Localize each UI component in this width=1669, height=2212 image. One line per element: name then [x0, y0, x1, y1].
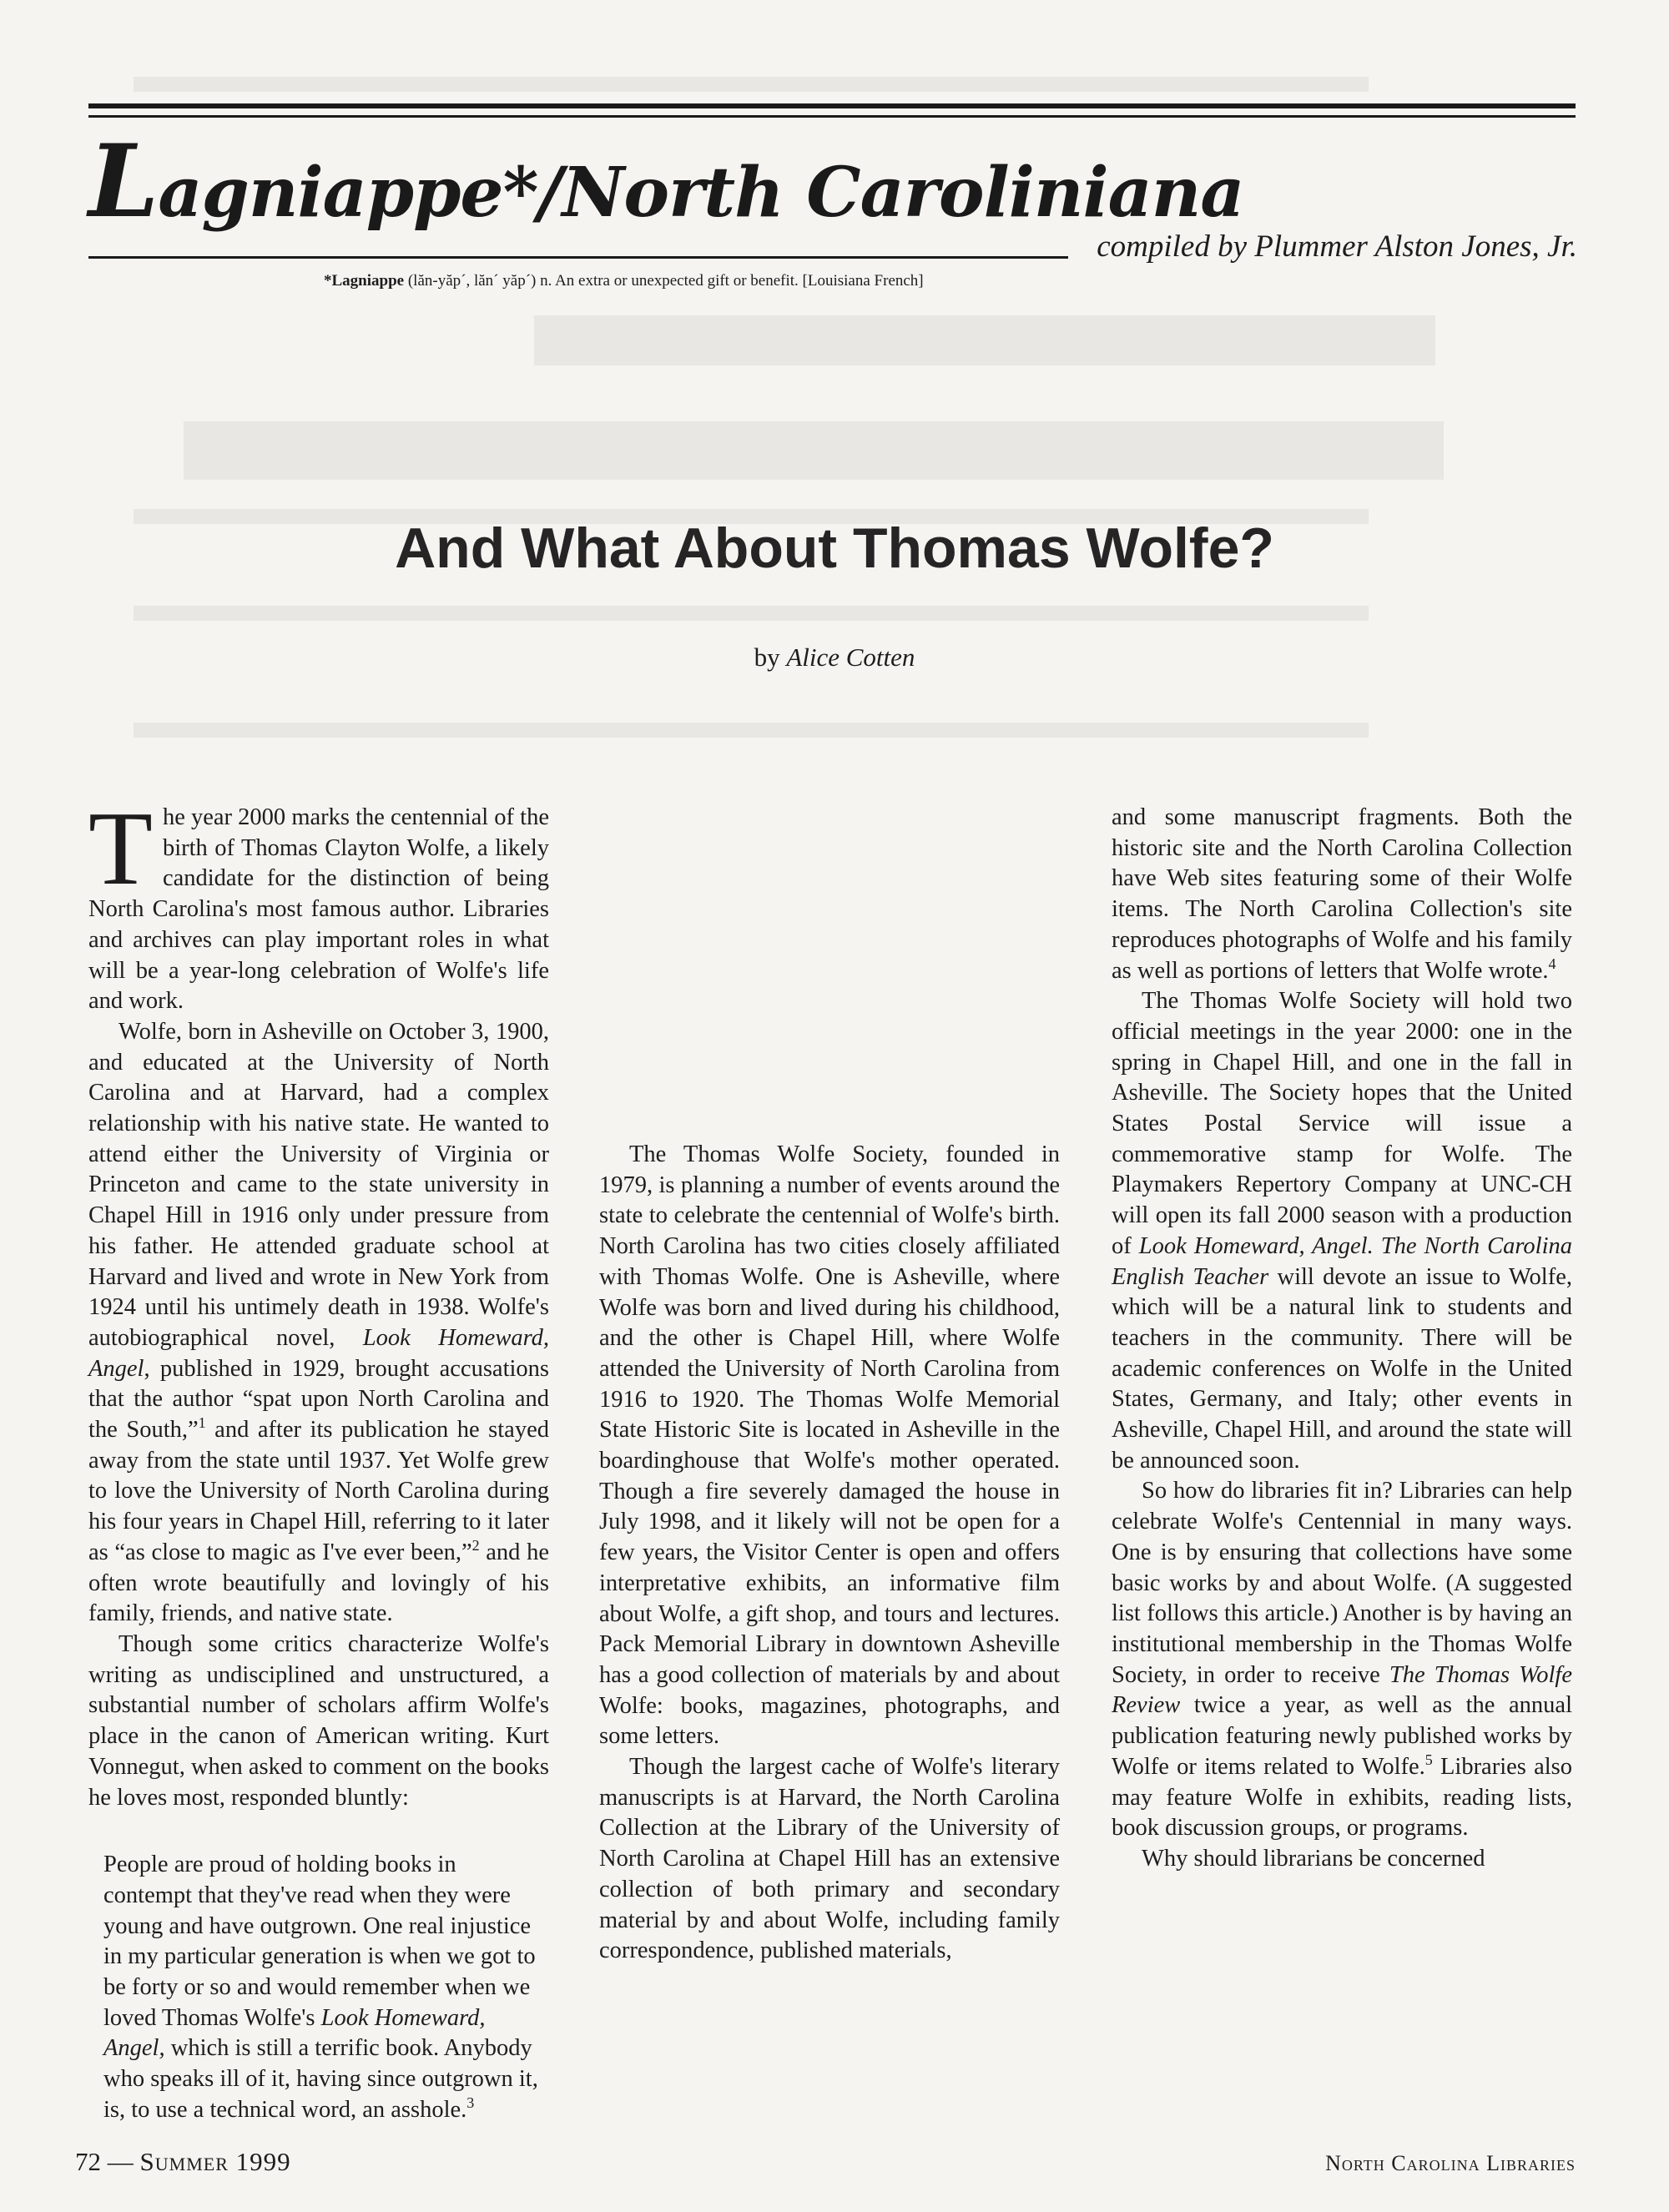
paragraph-8: Why should librarians be concerned	[1142, 1845, 1485, 1872]
paragraph-3: Though some critics characterize Wolfe's writing as undisciplined and unstructured, a substantial number of scholars affirm Wolfe's place in the canon of American writing. Kurt Vonnegut, when asked to comment on the books he loves most, responded bluntly:	[88, 1630, 549, 1811]
section-masthead	[88, 123, 1244, 240]
byline-prefix: by	[754, 642, 787, 672]
quote-text-b: which is still a terrific book. Anybody who speaks ill of it, having since outgrown it, is, to use a technical word, an asshole.	[103, 2035, 538, 2123]
paragraph-2-text-c: and after its publication he stayed away from the state until 1937. Yet Wolfe grew to love the University of North Carolina during his four years in Chapel Hill, referring to it later as “as close to magic as I've ever been,”	[88, 1417, 549, 1565]
section-title	[88, 123, 1244, 240]
paragraph-1	[88, 791, 549, 1017]
footer-dash: —	[101, 2147, 140, 2176]
paragraph-7-text-a: So how do libraries fit in? Libraries can help celebrate Wolfe's Centennial in many ways. One is by ensuring that collections have some basic works by and about Wolfe. (A suggested list follows this article.) Another is by having an institutional membership in the Thomas Wolfe Society, in order to receive	[1112, 1478, 1572, 1688]
footnote-ref-2: 2	[471, 1536, 480, 1554]
paragraph-2	[88, 1017, 549, 1630]
text-column-3	[1112, 803, 1572, 1875]
issue-date: Summer 1999	[139, 2147, 291, 2176]
definition-term: *Lagniappe	[324, 272, 405, 290]
paragraph-6	[1112, 986, 1572, 1476]
footnote-ref-3: 3	[466, 2094, 475, 2111]
journal-title: The North Carolina English Teacher	[1112, 1232, 1572, 1290]
paragraph-7-text-b: twice a year, as well as the annual publication featuring newly published works by Wolfe or items related to Wolfe.	[1112, 1692, 1572, 1780]
drop-cap: T	[88, 791, 153, 907]
section-title-initial: L	[88, 123, 159, 240]
paragraph-2-text-a: Wolfe, born in Asheville on October 3, 1900, and educated at the University of North Carolina and at Harvard, had a complex relationship with his native state. He wanted to attend either the University of Virginia or Princeton and came to the state university in Chapel Hill in 1916 only under pressure from his father. He attended graduate school at Harvard and lived and wrote in New York from 1924 until his untimely death in 1938. Wolfe's autobiographical novel,	[88, 1018, 549, 1351]
bleed-through-line	[134, 77, 1369, 92]
paragraph-2-text-d: and he often wrote beautifully and lovingly of his family, friends, and native state.	[88, 1539, 549, 1627]
definition-text: (lăn-yăp´, lăn´ yăp´) n. An extra or unexpected gift or benefit. [Louisiana French]	[404, 272, 924, 290]
paragraph-6-text-a: The Thomas Wolfe Society will hold two official meetings in the year 2000: one in the spring in Chapel Hill, and one in the fall in Asheville. The Society hopes that the United States Postal Service will issue a commemorative stamp for Wolfe. The Playmakers Repertory Company at UNC-CH will open its fall 2000 season with a production of	[1112, 988, 1572, 1259]
play-title: Look Homeward, Angel.	[1138, 1232, 1374, 1259]
journal-name: North Carolina Libraries	[1325, 2151, 1576, 2175]
masthead-underline	[88, 256, 1068, 259]
paragraph-1-text: he year 2000 marks the centennial of the birth of Thomas Clayton Wolfe, a likely candidate for the distinction of being North Carolina's most famous author. Libraries and archives can play important roles in what will be a year-long celebration of Wolfe's life and work.	[88, 804, 549, 1015]
text-column-2-body	[599, 1140, 1060, 1967]
review-title: The Thomas Wolfe Review	[1112, 1661, 1572, 1719]
bleed-through-line	[184, 421, 1444, 480]
block-quote	[103, 1850, 539, 2125]
article-title: And What About Thomas Wolfe?	[395, 516, 1274, 580]
quote-book-title: Look Homeward, Angel,	[103, 2004, 486, 2062]
paragraph-4: The Thomas Wolfe Society, founded in 1979, is planning a number of events around the state to celebrate the centennial of Wolfe's birth. North Carolina has two cities closely affiliated with Thomas Wolfe. One is Asheville, where Wolfe was born and lived during his childhood, and the other is Chapel Hill, where Wolfe attended the University of North Carolina from 1916 to 1920. The Thomas Wolfe Memorial State Historic Site is located in Asheville in the boardinghouse that Wolfe's mother operated. Though a fire severely damaged the house in July 1998, and it likely will not be open for a few years, the Visitor Center is open and offers interpretative exhibits, an informative film about Wolfe, a gift shop, and tours and lectures. Pack Memorial Library in downtown Asheville has a good collection of materials by and about Wolfe: books, magazines, photographs, and some letters.	[599, 1141, 1060, 1750]
paragraph-7	[1112, 1476, 1572, 1843]
bleed-through-line	[534, 315, 1435, 365]
paragraph-2-text-b: , published in 1929, brought accusations that the author “spat upon North Carolina and the South,”	[88, 1355, 549, 1444]
lagniappe-definition	[324, 272, 924, 290]
page-footer-left	[75, 2147, 291, 2177]
book-title: Look Homeward, Angel	[88, 1324, 549, 1382]
paragraph-5: Though the largest cache of Wolfe's literary manuscripts is at Harvard, the North Carolina Collection at the Library of the University of North Carolina at Chapel Hill has an extensive collection of both primary and secondary material by and about Wolfe, including family correspondence, published materials,	[599, 1754, 1060, 1964]
quote-text-a: People are proud of holding books in contempt that they've read when they were young and have outgrown. One real injustice in my particular generation is when we got to be forty or so and would remember when we loved Thomas Wolfe's	[103, 1852, 536, 2031]
masthead-rule-second	[88, 115, 1576, 118]
compiler-credit: compiled by Plummer Alston Jones, Jr.	[1097, 229, 1577, 264]
page-number: 72	[75, 2147, 101, 2176]
author-name: Alice Cotten	[786, 642, 915, 672]
footnote-ref-5: 5	[1424, 1751, 1433, 1768]
footnote-ref-4: 4	[1548, 955, 1556, 972]
paragraph-7-text-c: Libraries also may feature Wolfe in exhibits, reading lists, book discussion groups, or programs.	[1112, 1753, 1572, 1842]
paragraph-5-continued	[1112, 803, 1572, 986]
bleed-through-line	[134, 723, 1369, 738]
footnote-ref-1: 1	[198, 1414, 206, 1432]
byline	[0, 642, 1669, 673]
section-title-text: agniappe*/North Caroliniana	[158, 153, 1244, 233]
bleed-through-line	[134, 606, 1369, 621]
bleed-through-heading	[150, 300, 169, 381]
masthead-rule-top	[88, 103, 1576, 108]
paragraph-6-text-b: will devote an issue to Wolfe, which will be a natural link to students and teachers in the community. There will be academic conferences on Wolfe in the United States, Germany, and Italy; other events in Asheville, Chapel Hill, and around the state will be announced soon.	[1112, 1263, 1572, 1474]
text-column-1	[88, 791, 549, 2126]
paragraph-5-text-b: and some manuscript fragments. Both the historic site and the North Carolina Collection have Web sites featuring some of their Wolfe items. The North Carolina Collection's site reproduces photographs of Wolfe and his family as well as portions of letters that Wolfe wrote.	[1112, 804, 1572, 984]
